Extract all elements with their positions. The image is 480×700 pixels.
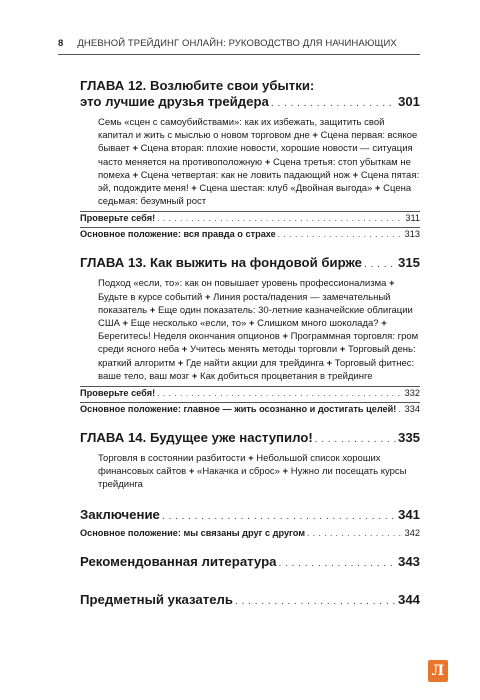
separator-plus: + [350,169,361,181]
section-topic: Программная торговля: гром среди ясного неба [98,331,419,356]
section-topic: Как добиться процветания в трейдинге [200,370,373,382]
section-topic: Сцена пятая: эй, подождите меня! [98,169,420,195]
section-topic: Сцена вторая: плохие новости, хорошие новости — ситуация часто меняется на противоположную [98,143,413,168]
section-topic: Семь «сцен с самоубийствами»: как их избежать, защитить свой капитал и жить с мыслью о новом торговом дне [98,117,385,142]
separator-plus: + [179,344,190,356]
conclusion-entry[interactable] [80,507,420,525]
chapter-12-quiz-label: Проверьте себя! [80,213,156,224]
dot-leader [162,509,396,525]
literature-entry[interactable] [80,554,420,572]
toc-chapter-12 [80,78,420,241]
separator-plus: + [129,169,141,181]
chapter-12-page: 301 [397,94,420,109]
chapter-13-entry[interactable] [80,255,420,273]
chapter-13-summary-label: Основное положение: главное — жить осознанно и достигать целей! [80,404,397,415]
section-topic: Сцена четвертая: как не ловить падающий нож [140,169,351,181]
section-topic: Торговый фитнес: ваше тело, ваш мозг [98,357,415,382]
section-topic: Нужно ли посещать курсы трейдинга [98,466,407,491]
chapter-13-quiz-page: 332 [404,388,420,399]
chapter-14-entry[interactable] [80,430,420,448]
running-head-rule [58,54,420,55]
toc-index [80,592,420,610]
section-topic: Сцена шестая: клуб «Двойная выгода» [199,183,373,195]
running-head [58,38,420,49]
table-of-contents [80,78,420,610]
section-topic: «Накачка и сброс» [197,466,280,478]
dot-leader [271,96,396,112]
chapter-13-summary-entry[interactable] [80,403,420,416]
literature-title: Рекомендованная литература [80,553,277,569]
chapter-12-entry[interactable] [80,94,420,112]
separator-plus: + [175,357,186,369]
section-topic: Сцена первая: всякое бывает [98,130,418,155]
separator-plus: + [386,278,395,290]
conclusion-summary-entry[interactable] [80,527,420,540]
separator-plus: + [279,466,291,478]
conclusion-summary-label: Основное положение: мы связаны друг с другом [80,527,306,538]
section-topic: Торговля в состоянии разбитости [98,453,246,465]
toc-chapter-13 [80,255,420,416]
chapter-14-page: 335 [397,430,420,446]
conclusion-title: Заключение [80,506,160,522]
chapter-14-description [98,452,420,492]
chapter-13-description [98,277,420,383]
dot-leader [157,387,403,400]
separator-plus: + [129,143,141,155]
section-topic: Еще один показатель: 30-летние казначейские облигации США [98,304,413,330]
separator-plus: + [309,130,321,142]
dot-leader [307,527,403,540]
toc-literature [80,554,420,572]
chapter-13-page: 315 [397,255,420,271]
chapter-12-summary-label: Основное положение: вся правда о страхе [80,229,276,240]
toc-conclusion [80,507,420,540]
chapter-12-title-line2: это лучшие друзья трейдера [80,94,269,109]
conclusion-summary-page: 342 [404,527,420,538]
chapter-12-title-line1: ГЛАВА 12. Возлюбите свои убытки: [80,78,315,93]
separator-plus: + [246,318,258,330]
section-topic: Небольшой список хороших финансовых сайтов [98,453,381,478]
conclusion-page: 341 [397,506,420,522]
dot-leader [157,212,403,225]
dot-leader [279,556,396,572]
section-topic: Еще несколько «если, то» [130,318,247,330]
separator-plus: + [147,304,158,316]
chapter-13-summary-page: 334 [404,404,420,415]
separator-plus: + [119,318,131,330]
chapter-12-quiz-page: 311 [405,213,420,224]
chapter-12-description [98,116,420,208]
section-topic: Где найти акции для трейдинга [185,357,324,369]
page-number: 8 [58,38,64,49]
chapter-13-title: ГЛАВА 13. Как выжить на фондовой бирже [80,255,363,271]
index-title: Предметный указатель [80,591,234,607]
publisher-logo[interactable]: Л [428,660,448,682]
separator-plus: + [279,331,291,343]
separator-plus: + [337,344,348,356]
separator-plus: + [186,466,198,478]
dot-leader [364,257,396,273]
chapter-13-quiz-label: Проверьте себя! [80,388,156,399]
running-head-title: ДНЕВНОЙ ТРЕЙДИНГ ОНЛАЙН: РУКОВОДСТВО ДЛЯ НАЧИНАЮЩИХ [77,38,397,49]
chapter-13-quiz-entry[interactable] [80,387,420,400]
section-topic: Слишком много шоколада? [257,318,379,330]
chapter-14-title: ГЛАВА 14. Будущее уже наступило! [80,430,313,446]
section-topic: Учитесь менять методы торговли [189,344,338,356]
section-topic: Подход «если, то»: как он повышает уровень профессионализма [98,278,387,290]
literature-page: 343 [397,553,420,569]
dot-leader [398,403,402,416]
section-topic: Будьте в курсе событий [98,291,203,303]
separator-plus: + [202,291,214,303]
section-topic: Торговый день: краткий алгоритм [98,344,416,369]
separator-plus: + [372,183,384,195]
separator-plus: + [245,453,257,465]
index-page: 344 [397,591,420,607]
separator-plus: + [378,318,387,330]
section-topic: Сцена седьмая: безумный рост [98,183,412,208]
chapter-12-summary-page: 313 [404,229,420,240]
dot-leader [315,432,396,448]
chapter-12-quiz-entry[interactable] [80,212,420,225]
chapter-12-summary-entry[interactable] [80,228,420,241]
separator-plus: + [189,370,201,382]
separator-plus: + [323,357,335,369]
separator-plus: + [188,183,200,195]
separator-plus: + [262,156,274,168]
toc-chapter-14 [80,430,420,492]
dot-leader [278,228,403,241]
index-entry[interactable] [80,592,420,610]
section-topic: Берегитесь! Неделя окончания опционов [98,331,280,343]
section-topic: Линия роста/падения — замечательный показатель [98,291,391,316]
dot-leader [235,594,396,610]
section-topic: Сцена третья: стоп убыткам не помеха [98,156,411,181]
